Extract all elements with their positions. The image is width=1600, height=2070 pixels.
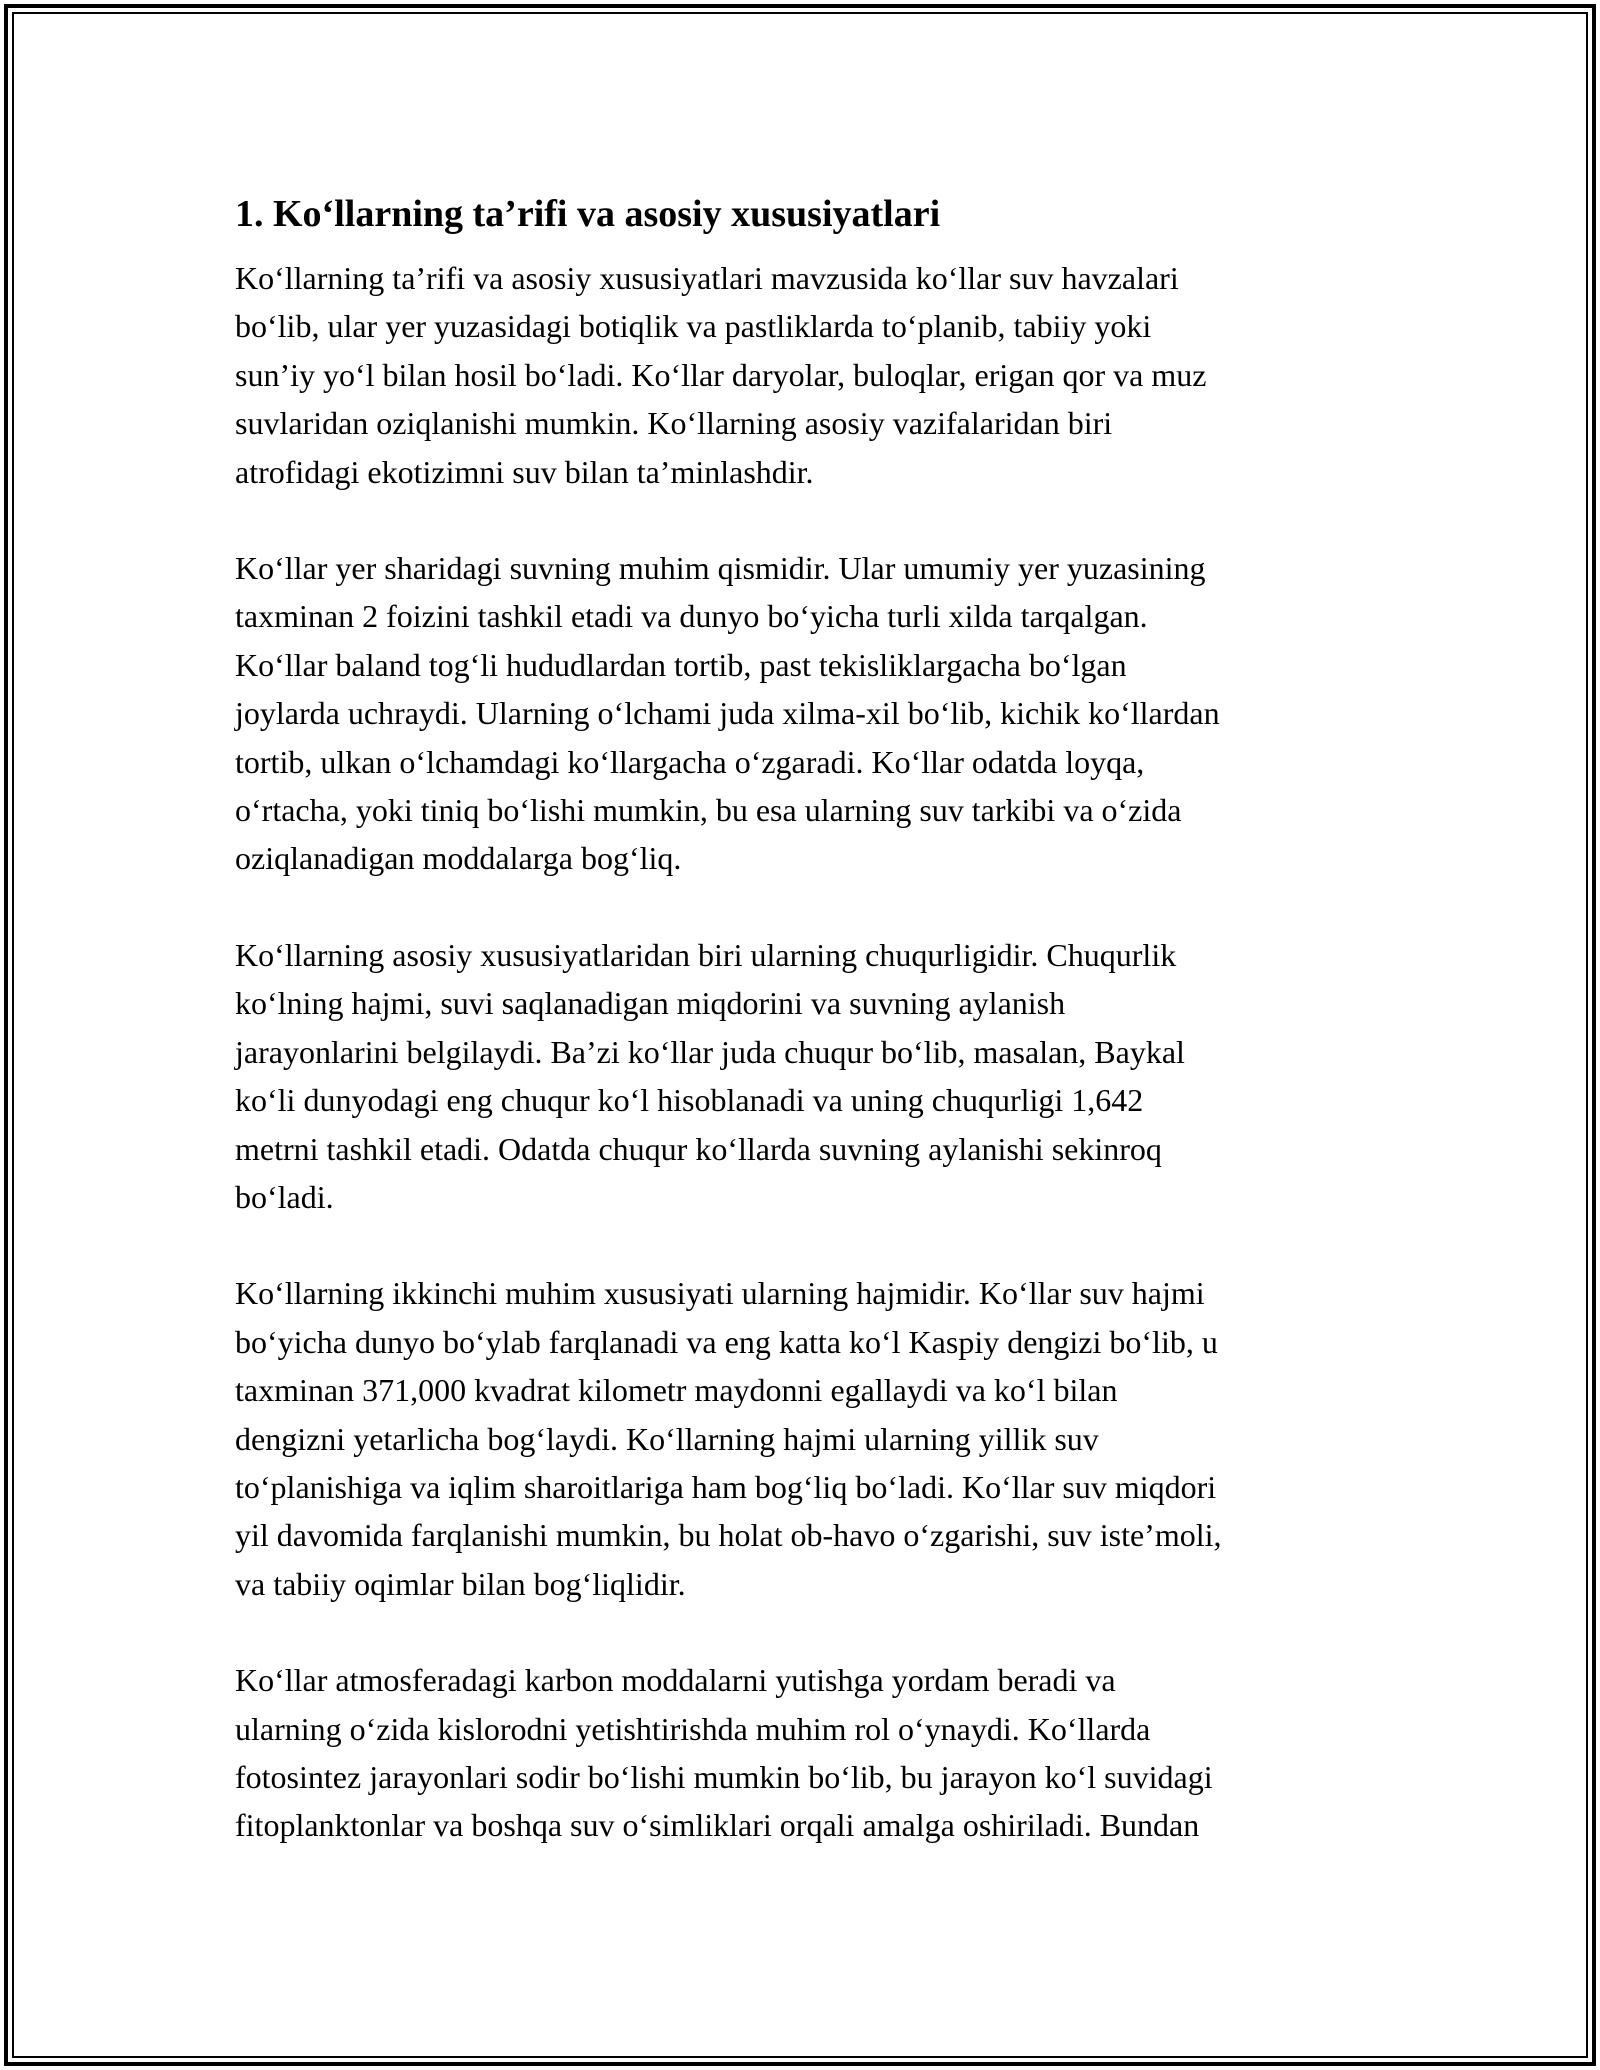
text-line: Ko‘llar yer sharidagi suvning muhim qismidir. Ular umumiy yer yuzasining: [235, 550, 1206, 587]
text-line: ko‘lning hajmi, suvi saqlanadigan miqdorini va suvning aylanish: [235, 985, 1066, 1022]
text-line: oziqlanadigan moddalarga bog‘liq.: [235, 840, 682, 877]
text-line: taxminan 371,000 kvadrat kilometr maydonni egallaydi va ko‘l bilan: [235, 1372, 1118, 1409]
text-line: dengizni yetarlicha bog‘laydi. Ko‘llarning hajmi ularning yillik suv: [235, 1420, 1099, 1457]
text-line: tortib, ulkan o‘lchamdagi ko‘llargacha o‘zgaradi. Ko‘llar odatda loyqa,: [235, 743, 1145, 780]
text-line: metrni tashkil etadi. Odatda chuqur ko‘llarda suvning aylanishi sekinroq: [235, 1130, 1162, 1167]
text-line: taxminan 2 foizini tashkil etadi va dunyo bo‘yicha turli xilda tarqalgan.: [235, 598, 1148, 635]
text-line: jarayonlarini belgilaydi. Ba’zi ko‘llar juda chuqur bo‘lib, masalan, Baykal: [235, 1033, 1185, 1070]
document-body: [235, 186, 1375, 1898]
text-line: atrofidagi ekotizimni suv bilan ta’minlashdir.: [235, 453, 814, 490]
text-line: to‘planishiga va iqlim sharoitlariga ham bog‘liq bo‘ladi. Ko‘llar suv miqdori: [235, 1468, 1217, 1505]
paragraph-1: [235, 254, 1375, 496]
text-line: joylarda uchraydi. Ularning o‘lchami juda xilma-xil bo‘lib, kichik ko‘llardan: [235, 695, 1220, 732]
section-heading: 1. Ko‘llarning ta’rifi va asosiy xususiyatlari: [235, 193, 941, 235]
text-line: fitoplanktonlar va boshqa suv o‘simliklari orqali amalga oshiriladi. Bundan: [235, 1807, 1200, 1844]
text-line: o‘rtacha, yoki tiniq bo‘lishi mumkin, bu esa ularning suv tarkibi va o‘zida: [235, 792, 1182, 829]
text-line: bo‘ladi.: [235, 1178, 334, 1215]
paragraph-4: [235, 1269, 1375, 1608]
paragraph-3: [235, 931, 1375, 1221]
text-line: fotosintez jarayonlari sodir bo‘lishi mumkin bo‘lib, bu jarayon ko‘l suvidagi: [235, 1758, 1213, 1795]
text-line: yil davomida farqlanishi mumkin, bu holat ob-havo o‘zgarishi, suv iste’moli,: [235, 1517, 1222, 1554]
text-line: ko‘li dunyodagi eng chuqur ko‘l hisoblanadi va uning chuqurligi 1,642: [235, 1082, 1144, 1119]
text-line: bo‘lib, ular yer yuzasidagi botiqlik va pastliklarda to‘planib, tabiiy yoki: [235, 308, 1152, 345]
text-line: va tabiiy oqimlar bilan bog‘liqlidir.: [235, 1565, 686, 1602]
text-line: Ko‘llar atmosferadagi karbon moddalarni yutishga yordam beradi va: [235, 1662, 1116, 1699]
text-line: bo‘yicha dunyo bo‘ylab farqlanadi va eng katta ko‘l Kaspiy dengizi bo‘lib, u: [235, 1323, 1218, 1360]
text-line: Ko‘llar baland tog‘li hududlardan tortib, past tekisliklargacha bo‘lgan: [235, 646, 1127, 683]
text-line: Ko‘llarning ikkinchi muhim xususiyati ularning hajmidir. Ko‘llar suv hajmi: [235, 1275, 1205, 1312]
text-line: suvlaridan oziqlanishi mumkin. Ko‘llarning asosiy vazifalaridan biri: [235, 405, 1113, 442]
text-line: sun’iy yo‘l bilan hosil bo‘ladi. Ko‘llar daryolar, buloqlar, erigan qor va muz: [235, 356, 1207, 393]
paragraph-5: [235, 1656, 1375, 1850]
paragraph-2: [235, 544, 1375, 883]
text-line: ularning o‘zida kislorodni yetishtirishda muhim rol o‘ynaydi. Ko‘llarda: [235, 1710, 1151, 1747]
text-line: Ko‘llarning asosiy xususiyatlaridan biri ularning chuqurligidir. Chuqurlik: [235, 936, 1177, 973]
text-line: Ko‘llarning ta’rifi va asosiy xususiyatlari mavzusida ko‘llar suv havzalari: [235, 260, 1179, 296]
